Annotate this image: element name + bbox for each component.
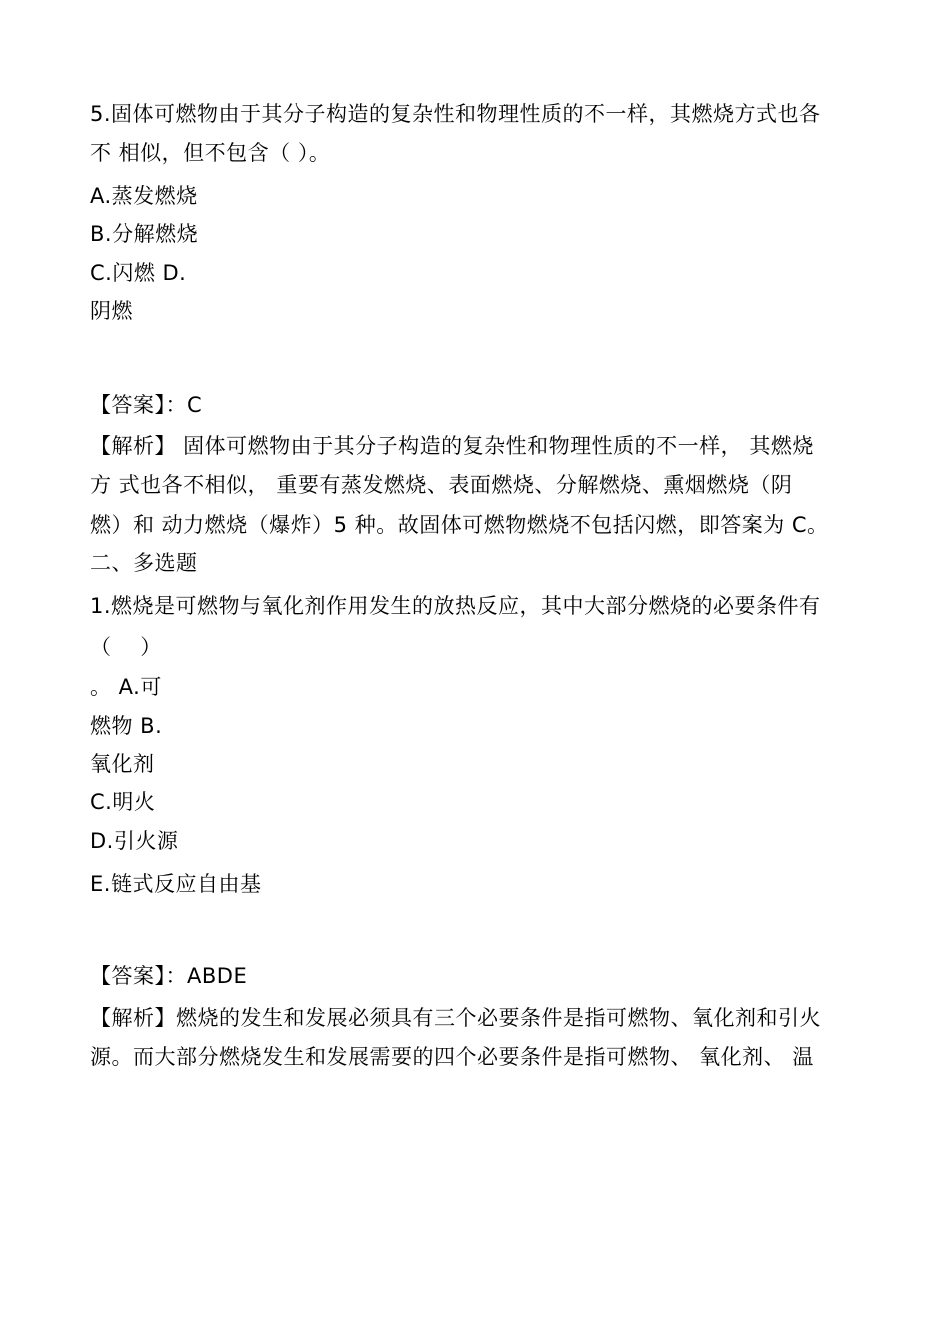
question-5-answer: 【答案】：C <box>90 393 203 417</box>
question-5-option-b: B.分解燃烧 <box>90 222 199 246</box>
multi-question-1-analysis-line-2: 源。而大部分燃烧发生和发展需要的四个必要条件是指可燃物、 氧化剂、 温 <box>90 1045 814 1069</box>
multi-question-1-option-c: C.明火 <box>90 790 156 814</box>
question-5-option-a: A.蒸发燃烧 <box>90 184 198 208</box>
section-heading-multiple-choice: 二、多选题 <box>90 551 198 575</box>
question-5-stem-line-2: 不 相似，但不包含（ ）。 <box>90 141 331 165</box>
multi-question-1-stem-line-5: 氧化剂 <box>90 752 155 776</box>
multi-question-1-option-d: D.引火源 <box>90 829 179 853</box>
multi-question-1-stem-line-4: 燃物 B. <box>90 714 163 738</box>
question-5-analysis-line-2: 方 式也各不相似， 重要有蒸发燃烧、表面燃烧、分解燃烧、熏烟燃烧（阴 <box>90 473 793 497</box>
question-5-option-c-d: C.闪燃 D. <box>90 261 187 285</box>
question-5-stem-line-1: 5.固体可燃物由于其分子构造的复杂性和物理性质的不一样，其燃烧方式也各 <box>90 102 821 126</box>
question-5-analysis-line-3: 燃）和 动力燃烧（爆炸）5 种。故固体可燃物燃烧不包括闪燃，即答案为 C。 <box>90 513 829 537</box>
multi-question-1-option-e: E.链式反应自由基 <box>90 872 262 896</box>
multi-question-1-answer: 【答案】：ABDE <box>90 964 248 988</box>
question-5-option-d-text: 阴燃 <box>90 299 133 323</box>
multi-question-1-stem-line-2: （ ） <box>90 635 162 659</box>
multi-question-1-stem-line-3: 。 A.可 <box>90 675 162 699</box>
multi-question-1-analysis-line-1: 【解析】燃烧的发生和发展必须具有三个必要条件是指可燃物、氧化剂和引火 <box>90 1006 821 1030</box>
multi-question-1-stem-line-1: 1.燃烧是可燃物与氧化剂作用发生的放热反应，其中大部分燃烧的必要条件有 <box>90 594 821 618</box>
question-5-analysis-line-1: 【解析】 固体可燃物由于其分子构造的复杂性和物理性质的不一样， 其燃烧 <box>90 434 814 458</box>
